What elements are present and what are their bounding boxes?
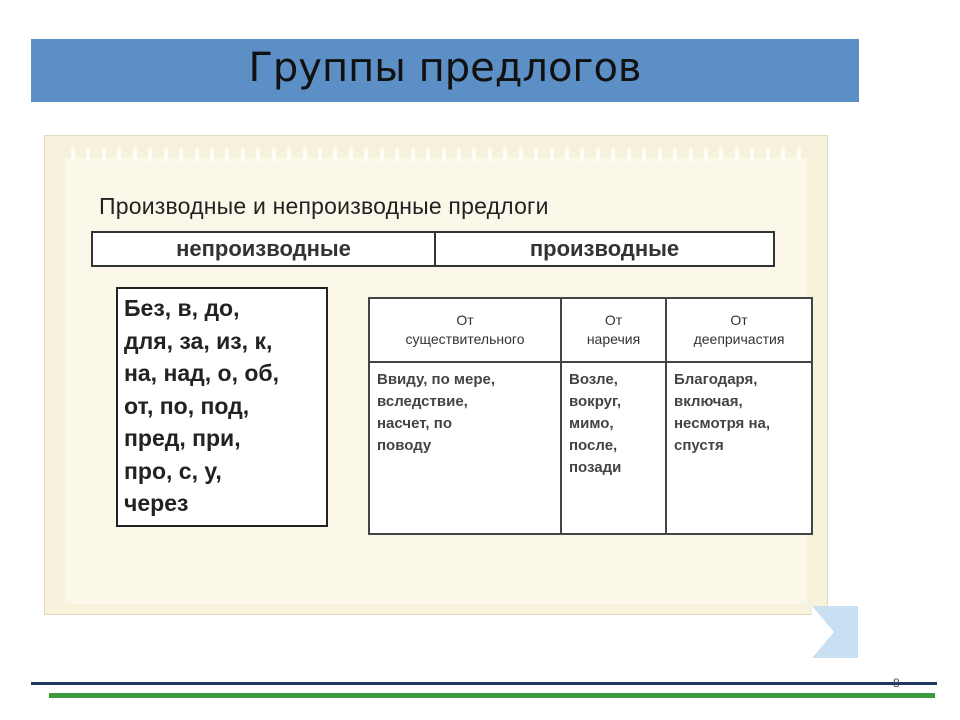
cell-line: спустя: [674, 437, 724, 454]
category-nonderived: непроизводные: [93, 233, 436, 265]
binding-tooth: [102, 148, 106, 162]
header-line: деепричастия: [693, 331, 785, 347]
binding-tooth: [457, 148, 461, 162]
notebook-binding: [71, 148, 801, 164]
derived-column-gerund: [665, 299, 811, 533]
binding-tooth: [333, 148, 337, 162]
category-derived: производные: [529, 236, 680, 261]
binding-tooth: [195, 148, 199, 162]
binding-tooth: [179, 148, 183, 162]
binding-tooth: [380, 148, 384, 162]
corner-arrow-icon: [812, 606, 834, 658]
header-line: существительного: [405, 331, 525, 347]
nonderived-list: [116, 287, 328, 527]
cell-line: Ввиду, по мере,: [377, 371, 496, 388]
binding-tooth: [256, 148, 260, 162]
list-line: через: [124, 490, 189, 516]
cell-line: вокруг,: [569, 393, 622, 410]
binding-tooth: [750, 148, 754, 162]
binding-tooth: [488, 148, 492, 162]
binding-tooth: [272, 148, 276, 162]
cell-line: насчет, по: [377, 415, 452, 432]
binding-tooth: [225, 148, 229, 162]
list-line: про, с, у,: [124, 457, 222, 484]
binding-tooth: [704, 148, 708, 162]
page-number: 8: [893, 676, 900, 690]
binding-tooth: [550, 148, 554, 162]
binding-tooth: [580, 148, 584, 162]
column-body: [562, 363, 665, 485]
header-line: От: [604, 312, 623, 328]
binding-tooth: [318, 148, 322, 162]
binding-tooth: [781, 148, 785, 162]
binding-tooth: [642, 148, 646, 162]
binding-tooth: [797, 148, 801, 162]
cell-line: поводу: [377, 437, 432, 454]
binding-tooth: [71, 148, 75, 162]
column-header: [562, 299, 665, 363]
binding-tooth: [596, 148, 600, 162]
binding-tooth: [611, 148, 615, 162]
list-line: пред, при,: [124, 425, 241, 451]
binding-tooth: [565, 148, 569, 162]
cell-line: позади: [569, 459, 622, 476]
binding-tooth: [164, 148, 168, 162]
binding-tooth: [519, 148, 523, 162]
title-bar: [31, 39, 859, 102]
binding-tooth: [241, 148, 245, 162]
derived-table: [368, 297, 813, 535]
list-line: на, над, о, об,: [124, 360, 280, 386]
cell-line: включая,: [674, 393, 743, 410]
cell-line: несмотря на,: [674, 415, 771, 432]
derived-column-adverb: [560, 299, 665, 533]
binding-tooth: [534, 148, 538, 162]
binding-tooth: [735, 148, 739, 162]
category-header-table: [91, 231, 775, 267]
binding-tooth: [287, 148, 291, 162]
column-body: [667, 363, 811, 463]
cell-line: Возле,: [569, 371, 618, 388]
binding-tooth: [673, 148, 677, 162]
image-heading: Производные и непроизводные предлоги: [99, 193, 549, 219]
cell-line: мимо,: [569, 415, 614, 432]
binding-tooth: [426, 148, 430, 162]
binding-tooth: [766, 148, 770, 162]
binding-tooth: [148, 148, 152, 162]
binding-tooth: [349, 148, 353, 162]
binding-tooth: [472, 148, 476, 162]
column-body: [370, 363, 560, 463]
binding-tooth: [689, 148, 693, 162]
binding-tooth: [86, 148, 90, 162]
cell-line: вследствие,: [377, 393, 468, 410]
column-header: [370, 299, 560, 363]
footer-line-green: [49, 693, 935, 698]
header-line: От: [730, 312, 748, 328]
binding-tooth: [411, 148, 415, 162]
list-line: от, по, под,: [124, 392, 250, 419]
binding-tooth: [719, 148, 723, 162]
binding-tooth: [364, 148, 368, 162]
header-line: От: [456, 312, 474, 328]
binding-tooth: [503, 148, 507, 162]
binding-tooth: [133, 148, 137, 162]
slide-title: Группы предлогов: [248, 45, 642, 91]
binding-tooth: [117, 148, 121, 162]
binding-tooth: [442, 148, 446, 162]
list-line: для, за, из, к,: [124, 327, 273, 354]
column-header: [667, 299, 811, 363]
cell-line: Благодаря,: [674, 371, 758, 388]
binding-tooth: [658, 148, 662, 162]
binding-tooth: [303, 148, 307, 162]
footer-line-navy: [31, 682, 937, 685]
list-line: Без, в, до,: [124, 295, 240, 321]
header-line: наречия: [586, 331, 641, 347]
binding-tooth: [395, 148, 399, 162]
derived-column-noun: [370, 299, 560, 533]
binding-tooth: [210, 148, 214, 162]
cell-line: после,: [569, 437, 618, 454]
binding-tooth: [627, 148, 631, 162]
